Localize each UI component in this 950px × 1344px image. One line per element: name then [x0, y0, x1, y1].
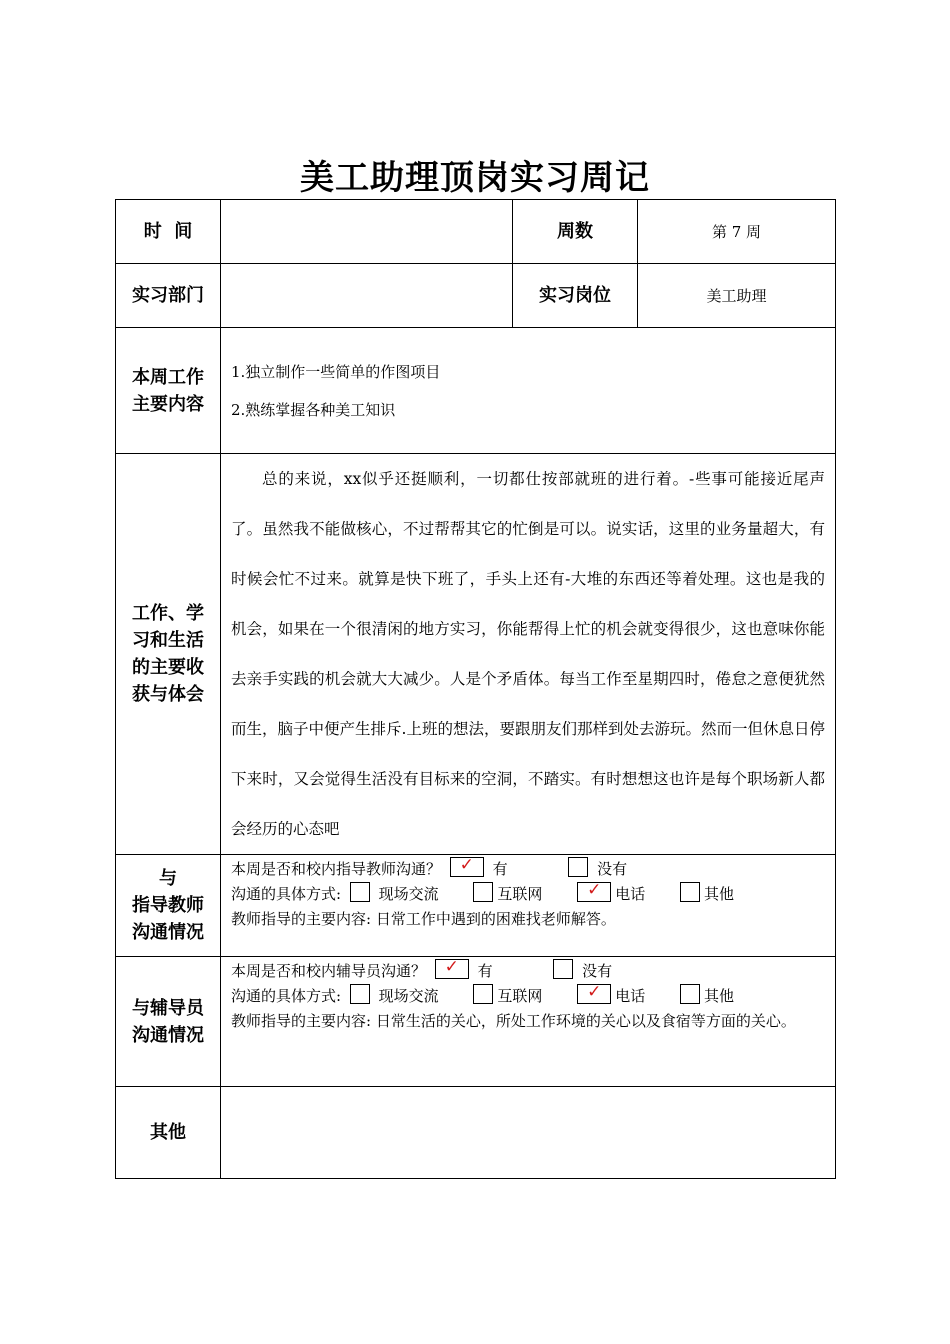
- counselor-method-internet-checkbox[interactable]: [473, 984, 493, 1004]
- department-label: 实习部门: [116, 264, 221, 328]
- week-value[interactable]: 第 7 周: [638, 200, 836, 264]
- work-content-label: [116, 328, 221, 454]
- work-item-2: 2.熟练掌握各种美工知识: [231, 400, 396, 419]
- time-label: 时 间: [116, 200, 221, 264]
- teacher-comm-label-line-1: 与: [159, 868, 177, 889]
- check-mark-icon: ✓: [459, 855, 474, 875]
- time-value[interactable]: [221, 200, 513, 264]
- counselor-yes-label: 有: [477, 962, 493, 980]
- teacher-no-checkbox[interactable]: [568, 857, 588, 877]
- counselor-comm-label: [116, 957, 221, 1087]
- teacher-yes-checkbox[interactable]: [450, 857, 484, 877]
- teacher-method-onsite-label: 现场交流: [378, 885, 439, 903]
- counselor-method-onsite-checkbox[interactable]: [350, 984, 370, 1004]
- counselor-no-checkbox[interactable]: [553, 959, 573, 979]
- post-label: 实习岗位: [513, 264, 638, 328]
- teacher-question: 本周是否和校内指导教师沟通？: [231, 860, 442, 878]
- teacher-method-phone-checkbox[interactable]: [577, 882, 611, 902]
- gains-label-line-3: 的主要收: [132, 657, 204, 678]
- row-counselor-communication: [116, 957, 836, 1087]
- other-label: 其他: [116, 1087, 221, 1179]
- gains-label-line-2: 习和生活: [132, 630, 204, 651]
- teacher-method-onsite-checkbox[interactable]: [350, 882, 370, 902]
- row-department: [116, 264, 836, 328]
- counselor-guidance-content: 教师指导的主要内容: 日常生活的关心，所处工作环境的关心以及食宿等方面的关心。: [231, 1012, 796, 1030]
- post-value[interactable]: 美工助理: [638, 264, 836, 328]
- counselor-method-onsite-label: 现场交流: [378, 987, 439, 1005]
- weekly-journal-form: [115, 199, 836, 1179]
- teacher-yes-label: 有: [492, 860, 508, 878]
- row-other: [116, 1087, 836, 1179]
- counselor-no-label: 没有: [582, 962, 613, 980]
- counselor-method-label: 沟通的具体方式:: [231, 987, 342, 1005]
- teacher-method-internet-checkbox[interactable]: [473, 882, 493, 902]
- work-content-label-line-1: 本周工作: [132, 366, 204, 388]
- teacher-comm-cell: [221, 855, 836, 957]
- work-content-label-line-2: 主要内容: [132, 393, 204, 415]
- gains-label: [116, 454, 221, 855]
- counselor-comm-label-line-1: 与辅导员: [132, 997, 204, 1019]
- other-value[interactable]: [221, 1087, 836, 1179]
- teacher-method-label: 沟通的具体方式:: [231, 885, 342, 903]
- counselor-method-phone-checkbox[interactable]: [577, 984, 611, 1004]
- check-mark-icon: ✓: [587, 982, 602, 1002]
- teacher-comm-label-line-2: 指导教师: [132, 895, 204, 916]
- teacher-comm-label: [116, 855, 221, 957]
- counselor-method-phone-label: 电话: [615, 987, 646, 1005]
- teacher-method-phone-label: 电话: [615, 885, 646, 903]
- gains-text: 总的来说，xx似乎还挺顺利，一切都仕按部就班的进行着。-些事可能接近尾声了。虽然我不能做核心，不过帮帮其它的忙倒是可以。说实话，这里的业务量超大，有时候会忙不过来。就算是快下班了，手头上还有-大堆的东西还等着处理。这也是我的机会，如果在一个很清闲的地方实习，你能帮得上忙的机会就变得很少，这也意味你能去亲手实践的机会就大大减少。人是个矛盾体。每当工作至星期四时，倦怠之意便犹然而生，脑子中便产生排斥.上班的想法，要跟朋友们那样到处去游玩。然而一但休息日停下来时，又会觉得生活没有目标来的空洞，不踏实。有时想想这也许是每个职场新人都会经历的心态吧: [231, 470, 825, 838]
- work-item-1: 1.独立制作一些简单的作图项目: [231, 362, 441, 381]
- row-work-content: [116, 328, 836, 454]
- teacher-no-label: 没有: [597, 860, 628, 878]
- counselor-comm-label-line-2: 沟通情况: [132, 1024, 204, 1046]
- teacher-method-line: [231, 882, 825, 907]
- teacher-method-other-label: 其他: [704, 885, 735, 903]
- teacher-comm-label-line-3: 沟通情况: [132, 922, 204, 943]
- counselor-question: 本周是否和校内辅导员沟通？: [231, 962, 427, 980]
- row-gains: [116, 454, 836, 855]
- row-time: [116, 200, 836, 264]
- counselor-method-other-checkbox[interactable]: [680, 984, 700, 1004]
- check-mark-icon: ✓: [587, 880, 602, 900]
- teacher-question-line: [231, 857, 825, 882]
- teacher-method-internet-label: 互联网: [497, 885, 543, 903]
- counselor-comm-cell: [221, 957, 836, 1087]
- teacher-method-other-checkbox[interactable]: [680, 882, 700, 902]
- teacher-guidance-content: 教师指导的主要内容: 日常工作中遇到的困难找老师解答。: [231, 910, 616, 928]
- department-value[interactable]: [221, 264, 513, 328]
- check-mark-icon: ✓: [444, 957, 459, 977]
- row-teacher-communication: [116, 855, 836, 957]
- counselor-method-internet-label: 互联网: [497, 987, 543, 1005]
- work-content-cell[interactable]: [221, 328, 836, 454]
- counselor-yes-checkbox[interactable]: [435, 959, 469, 979]
- counselor-method-other-label: 其他: [704, 987, 735, 1005]
- week-label: 周数: [513, 200, 638, 264]
- gains-label-line-1: 工作、学: [132, 603, 204, 624]
- counselor-question-line: [231, 959, 825, 984]
- gains-cell[interactable]: [221, 454, 836, 855]
- page-title: 美工助理顶岗实习周记: [300, 158, 650, 198]
- gains-label-line-4: 获与体会: [132, 684, 204, 705]
- counselor-method-line: [231, 984, 825, 1009]
